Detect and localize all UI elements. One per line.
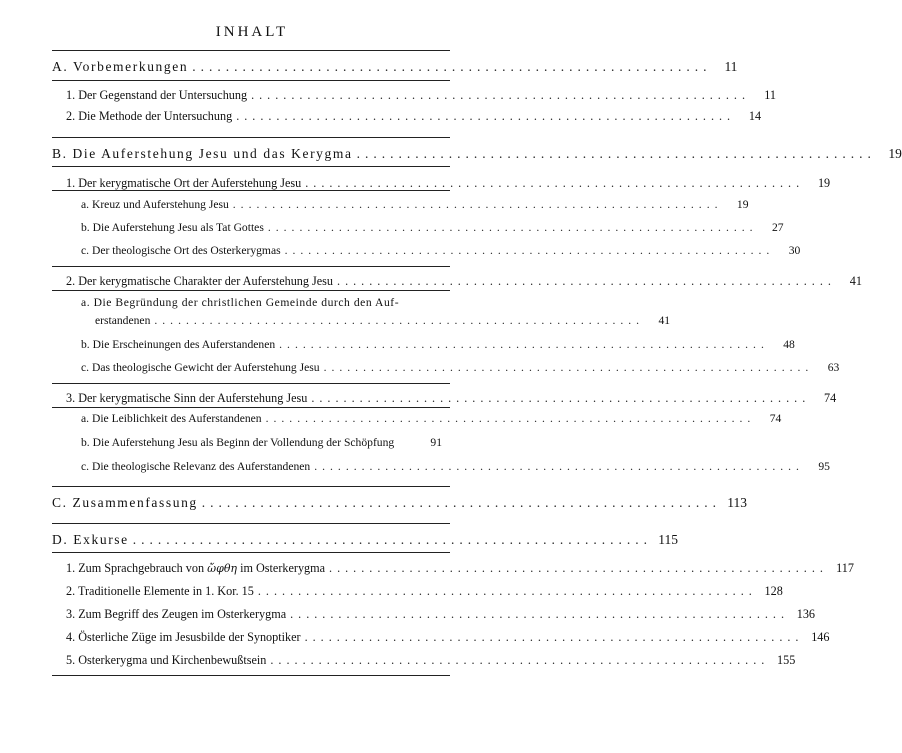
toc-entry[interactable] xyxy=(81,410,782,428)
toc-page: 113 xyxy=(727,495,748,510)
toc-section-b[interactable] xyxy=(52,145,902,163)
toc-page: 41 xyxy=(658,314,671,327)
toc-label: 5. Osterkerygma und Kirchenbewußtsein xyxy=(66,653,267,667)
toc-page: 48 xyxy=(783,338,795,351)
toc-label: c. Die theologische Relevanz des Auferstandenen xyxy=(81,460,311,473)
divider xyxy=(52,407,450,408)
toc-page: 11 xyxy=(764,88,776,102)
divider xyxy=(52,80,450,81)
toc-label: a. Die Begründung der christlichen Gemeinde durch den Auf- xyxy=(81,296,400,309)
toc-label: a. Die Leiblichkeit des Auferstandenen xyxy=(81,412,262,425)
toc-section-a[interactable] xyxy=(52,58,738,76)
divider xyxy=(52,190,450,191)
dot-leader: .............................................................. xyxy=(337,274,836,288)
toc-page: 30 xyxy=(788,244,801,257)
toc-label xyxy=(66,559,325,578)
toc-entry[interactable] xyxy=(81,196,749,214)
dot-leader: .............................................................. xyxy=(132,532,652,547)
toc-entry[interactable] xyxy=(81,219,784,237)
dot-leader: .............................................................. xyxy=(201,495,722,510)
toc-label: 1. Der Gegenstand der Untersuchung xyxy=(66,88,248,102)
toc-label: B. Die Auferstehung Jesu und das Kerygma xyxy=(52,146,353,161)
toc-entry[interactable] xyxy=(95,312,671,330)
toc-page: 19 xyxy=(736,198,749,211)
dot-leader: .............................................................. xyxy=(284,244,775,257)
dot-leader: .............................................................. xyxy=(290,607,790,621)
dot-leader: .............................................................. xyxy=(232,198,723,211)
toc-entry[interactable] xyxy=(81,458,830,476)
toc-label: b. Die Auferstehung Jesu als Tat Gottes xyxy=(81,221,264,234)
toc-section-c[interactable] xyxy=(52,494,748,512)
toc-label: 3. Der kerygmatische Sinn der Auferstehung Jesu xyxy=(66,391,308,405)
toc-entry[interactable] xyxy=(66,628,830,646)
greek-word: ὤφθη xyxy=(207,562,238,575)
toc-page: 155 xyxy=(777,653,796,667)
dot-leader: .............................................................. xyxy=(304,630,804,644)
toc-label: 2. Der kerygmatische Charakter der Auferstehung Jesu xyxy=(66,274,334,288)
dot-leader: .............................................................. xyxy=(251,88,750,102)
page-title: INHALT xyxy=(215,24,289,40)
toc-label: c. Das theologische Gewicht der Auferstehung Jesu xyxy=(81,361,320,374)
toc-section-d[interactable] xyxy=(52,531,678,549)
dot-leader: .............................................................. xyxy=(279,338,769,351)
toc-page: 91 xyxy=(430,436,442,449)
toc-entry[interactable] xyxy=(66,605,816,623)
toc-entry[interactable] xyxy=(81,359,840,377)
dot-leader: .............................................................. xyxy=(311,391,811,405)
toc-entry[interactable] xyxy=(66,272,862,290)
dot-leader: .............................................................. xyxy=(305,176,805,190)
divider xyxy=(52,552,450,553)
toc-label: 2. Traditionelle Elemente in 1. Kor. 15 xyxy=(66,584,254,598)
toc-page: 19 xyxy=(817,176,831,190)
toc-page: 74 xyxy=(769,412,782,425)
dot-leader: .............................................................. xyxy=(257,584,757,598)
divider xyxy=(52,675,450,676)
toc-label: C. Zusammenfassung xyxy=(52,495,198,510)
toc-label: b. Die Erscheinungen des Auferstandenen xyxy=(81,338,276,351)
toc-label: 1. Der kerygmatische Ort der Auferstehung Jesu xyxy=(66,176,302,190)
divider xyxy=(52,290,450,291)
toc-entry[interactable] xyxy=(66,86,776,104)
toc-entry[interactable] xyxy=(66,107,762,125)
divider xyxy=(52,266,450,267)
divider xyxy=(52,486,450,487)
toc-page: 115 xyxy=(658,532,678,547)
toc-entry[interactable] xyxy=(66,559,854,577)
toc-page: 41 xyxy=(849,274,862,288)
toc-label-prefix: 1. Zum Sprachgebrauch von xyxy=(66,561,205,575)
divider xyxy=(52,137,450,138)
toc-page: 19 xyxy=(888,146,902,161)
toc-page: 128 xyxy=(764,584,783,598)
toc-label: b. Die Auferstehung Jesu als Beginn der Vollendung der Schöpfung xyxy=(81,436,395,449)
toc-label: c. Der theologische Ort des Osterkerygmas xyxy=(81,244,281,257)
dot-leader: .............................................................. xyxy=(314,460,804,473)
toc-label: D. Exkurse xyxy=(52,532,129,547)
toc-entry[interactable] xyxy=(66,389,837,407)
toc-label: 3. Zum Begriff des Zeugen im Osterkerygma xyxy=(66,607,287,621)
toc-page: 63 xyxy=(827,361,840,374)
dot-leader: .............................................................. xyxy=(323,361,814,374)
toc-page: 27 xyxy=(771,221,784,234)
divider xyxy=(52,383,450,384)
toc-entry[interactable] xyxy=(81,434,442,452)
dot-leader: .............................................................. xyxy=(192,59,712,74)
toc-label: erstandenen xyxy=(95,314,151,327)
toc-entry-wrapped-line[interactable] xyxy=(81,294,442,312)
divider xyxy=(52,166,450,167)
toc-label-suffix: im Osterkerygma xyxy=(240,561,326,575)
dot-leader: .............................................................. xyxy=(356,146,876,161)
divider xyxy=(52,523,450,524)
toc-page: 11 xyxy=(724,59,738,74)
toc-page: 117 xyxy=(836,561,854,575)
dot-leader: .............................................................. xyxy=(329,561,828,575)
toc-entry[interactable] xyxy=(66,582,783,600)
toc-page: 14 xyxy=(748,109,762,123)
dot-leader: .............................................................. xyxy=(265,412,756,425)
toc-entry[interactable] xyxy=(66,651,796,669)
toc-label: A. Vorbemerkungen xyxy=(52,59,189,74)
dot-leader: .............................................................. xyxy=(154,314,645,327)
toc-label: a. Kreuz und Auferstehung Jesu xyxy=(81,198,229,211)
toc-entry[interactable] xyxy=(81,336,795,354)
toc-page: 136 xyxy=(796,607,816,621)
dot-leader: .............................................................. xyxy=(270,653,770,667)
dot-leader: .............................................................. xyxy=(236,109,736,123)
divider xyxy=(52,50,450,51)
toc-page: 95 xyxy=(818,460,830,473)
toc-label: 2. Die Methode der Untersuchung xyxy=(66,109,233,123)
dot-leader: .............................................................. xyxy=(267,221,758,234)
toc-page: 146 xyxy=(811,630,830,644)
toc-entry[interactable] xyxy=(81,242,801,260)
toc-label: 4. Österliche Züge im Jesusbilde der Synoptiker xyxy=(66,630,301,644)
toc-page: 74 xyxy=(824,391,837,405)
